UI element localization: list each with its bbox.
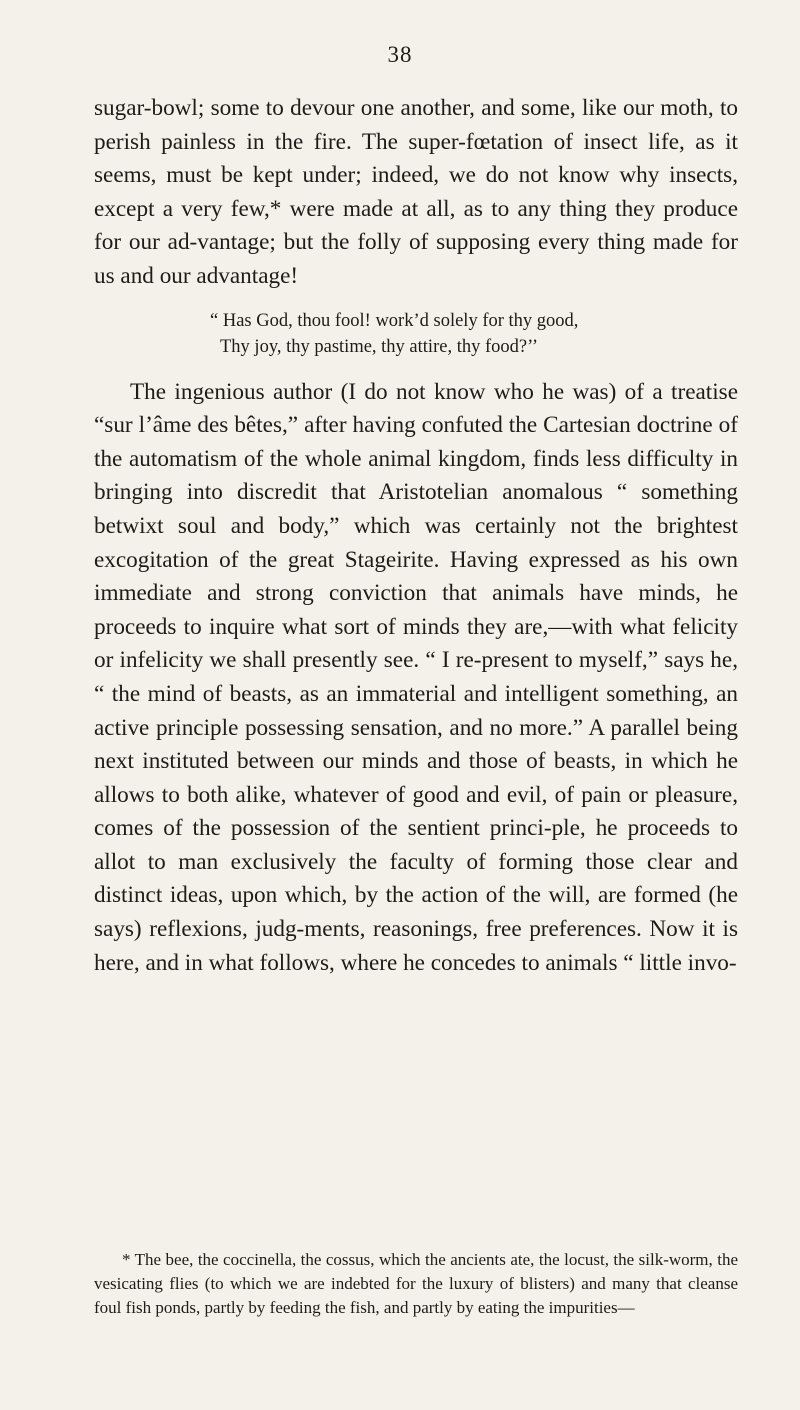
page-number: 38 [387, 42, 413, 67]
paragraph-2: The ingenious author (I do not know who he was) of a treatise “sur l’âme des bêtes,” after having confuted the Cartesian doctrine of the automatism of the whole animal kingdom, finds less difficulty in bringing into discredit that Aristotelian anomalous “ something betwixt soul and body,” which was certainly not the brightest excogitation of the great Stageirite. Having expressed as his own immediate and strong conviction that animals have minds, he proceeds to inquire what sort of minds they are,—with what felicity or infelicity we shall presently see. “ I re-present to myself,” says he, “ the mind of beasts, as an immaterial and intelligent something, an active principle possessing sensation, and no more.” A parallel being next instituted between our minds and those of beasts, in which he allows to both alike, whatever of good and evil, of pain or pleasure, comes of the possession of the sentient princi-ple, he proceeds to allot to man exclusively the faculty of forming those clear and distinct ideas, upon which, by the action of the will, are formed (he says) reflexions, judg-ments, reasonings, free preferences. Now it is here, and in what follows, where he concedes to animals “ little invo- [94, 378, 738, 976]
main-text [94, 92, 738, 980]
footnote-text: * The bee, the coccinella, the cossus, which the ancients ate, the locust, the silk-worm, the vesicating flies (to which we are indebted for the luxury of blisters) and many that cleanse foul fish ponds, partly by feeding the fish, and partly by eating the impurities— [94, 1250, 738, 1317]
paragraph-1: sugar-bowl; some to devour one another, and some, like our moth, to perish painless in the fire. The super-fœtation of insect life, as it seems, must be kept under; indeed, we do not know why insects, except a very few,* were made at all, as to any thing they produce for our ad-vantage; but the folly of supposing every thing made for us and our advantage! [94, 95, 738, 289]
quote-line-2: Thy joy, thy pastime, thy attire, thy food?’’ [220, 336, 539, 357]
footnote [94, 1248, 738, 1320]
quote-line-1: “ Has God, thou fool! work’d solely for thy good, [210, 310, 579, 331]
verse-quotation [94, 308, 738, 360]
